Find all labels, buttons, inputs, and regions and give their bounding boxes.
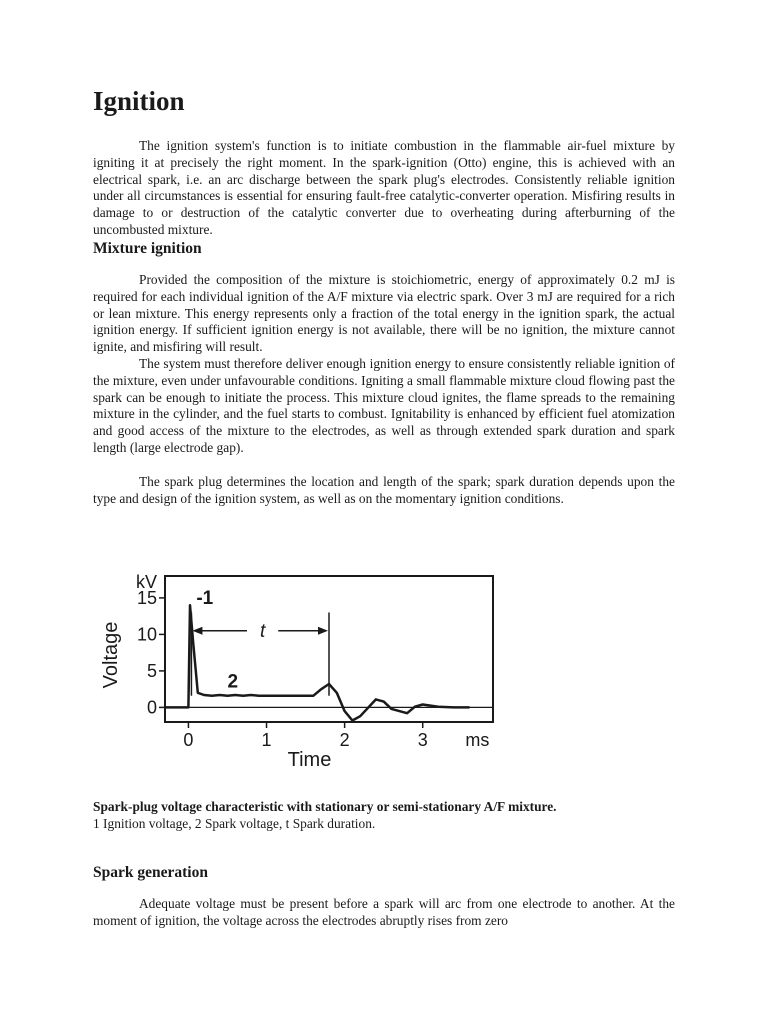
y-tick-label: 15 [136,587,157,608]
arrowhead-left [192,627,202,635]
y-axis-label: Voltage [100,621,122,689]
section1-paragraph: The spark plug determines the location and length of the spark; spark duration depends upon the type and design of the ignition system, as well as on the momentary ignition conditions. [93,474,675,506]
x-tick-label: 0 [183,730,194,750]
intro-paragraph: The ignition system's function is to initiate combustion in the flammable air-fuel mixture by igniting it at precisely the right moment. In the spark-ignition (Otto) engine, this is achieved with an electrical spark, i.e. an arc discharge between the spark plug's electrodes. Consistently reliable ignition under all circumstances is essential for ensuring fault-free catalytic-converter operation. Misfiring results in damage to or destruction of the catalytic converter due to overheating during afterburning of the uncombusted mixture. [93,138,675,237]
page-title: Ignition [93,86,185,116]
voltage-chart [95,568,505,774]
section1-paragraph: The system must therefore deliver enough ignition energy to ensure consistently reliable ignition of the mixture, even under unfavourable conditions. Igniting a small flammable mixture cloud flowing past the spark can be enough to initiate the process. This mixture cloud ignites, the flame spreads to the remaining mixture in the cylinder, and the fuel starts to combust. Ignitability is enhanced by efficient fuel atomization and good access of the mixture to the electrodes, as well as through extended spark duration and spark length (large electrode gap). [93,356,675,455]
arrowhead-right [318,627,328,635]
voltage-curve [165,605,470,720]
section1-paragraph: Provided the composition of the mixture is stoichiometric, energy of approximately 0.2 mJ is required for each individual ignition of the A/F mixture via electric spark. Over 3 mJ are required for a rich or lean mixture. This energy represents only a fraction of the total energy in the ignition spark, the actual ignition energy. If sufficient ignition energy is not available, there will be no ignition, the mixture cannot ignite, and misfiring will result. [93,272,675,355]
x-unit-label: ms [465,730,490,750]
y-unit-label: kV [135,572,157,592]
section-heading-spark-generation: Spark generation [93,864,208,881]
figure-caption-title: Spark-plug voltage characteristic with stationary or semi-stationary A/F mixture. [93,799,557,814]
annotation-spark-voltage: 2 [227,671,239,693]
x-tick-label: 3 [417,730,428,750]
figure-caption-legend: 1 Ignition voltage, 2 Spark voltage, t Spark duration. [93,816,376,831]
figure-caption [93,798,693,832]
y-tick-label: 0 [146,697,157,718]
section2-paragraph: Adequate voltage must be present before a spark will arc from one electrode to another. At the moment of ignition, the voltage across the electrodes abruptly rises from zero [93,896,675,928]
x-tick-label: 2 [339,730,350,750]
x-axis-label: Time [287,749,332,771]
y-tick-label: 5 [146,660,157,681]
section-heading-mixture-ignition: Mixture ignition [93,240,202,257]
y-tick-label: 10 [136,624,157,645]
annotation-ignition-voltage: -1 [196,587,214,609]
x-tick-label: 1 [261,730,272,750]
annotation-spark-duration: t [259,620,266,642]
